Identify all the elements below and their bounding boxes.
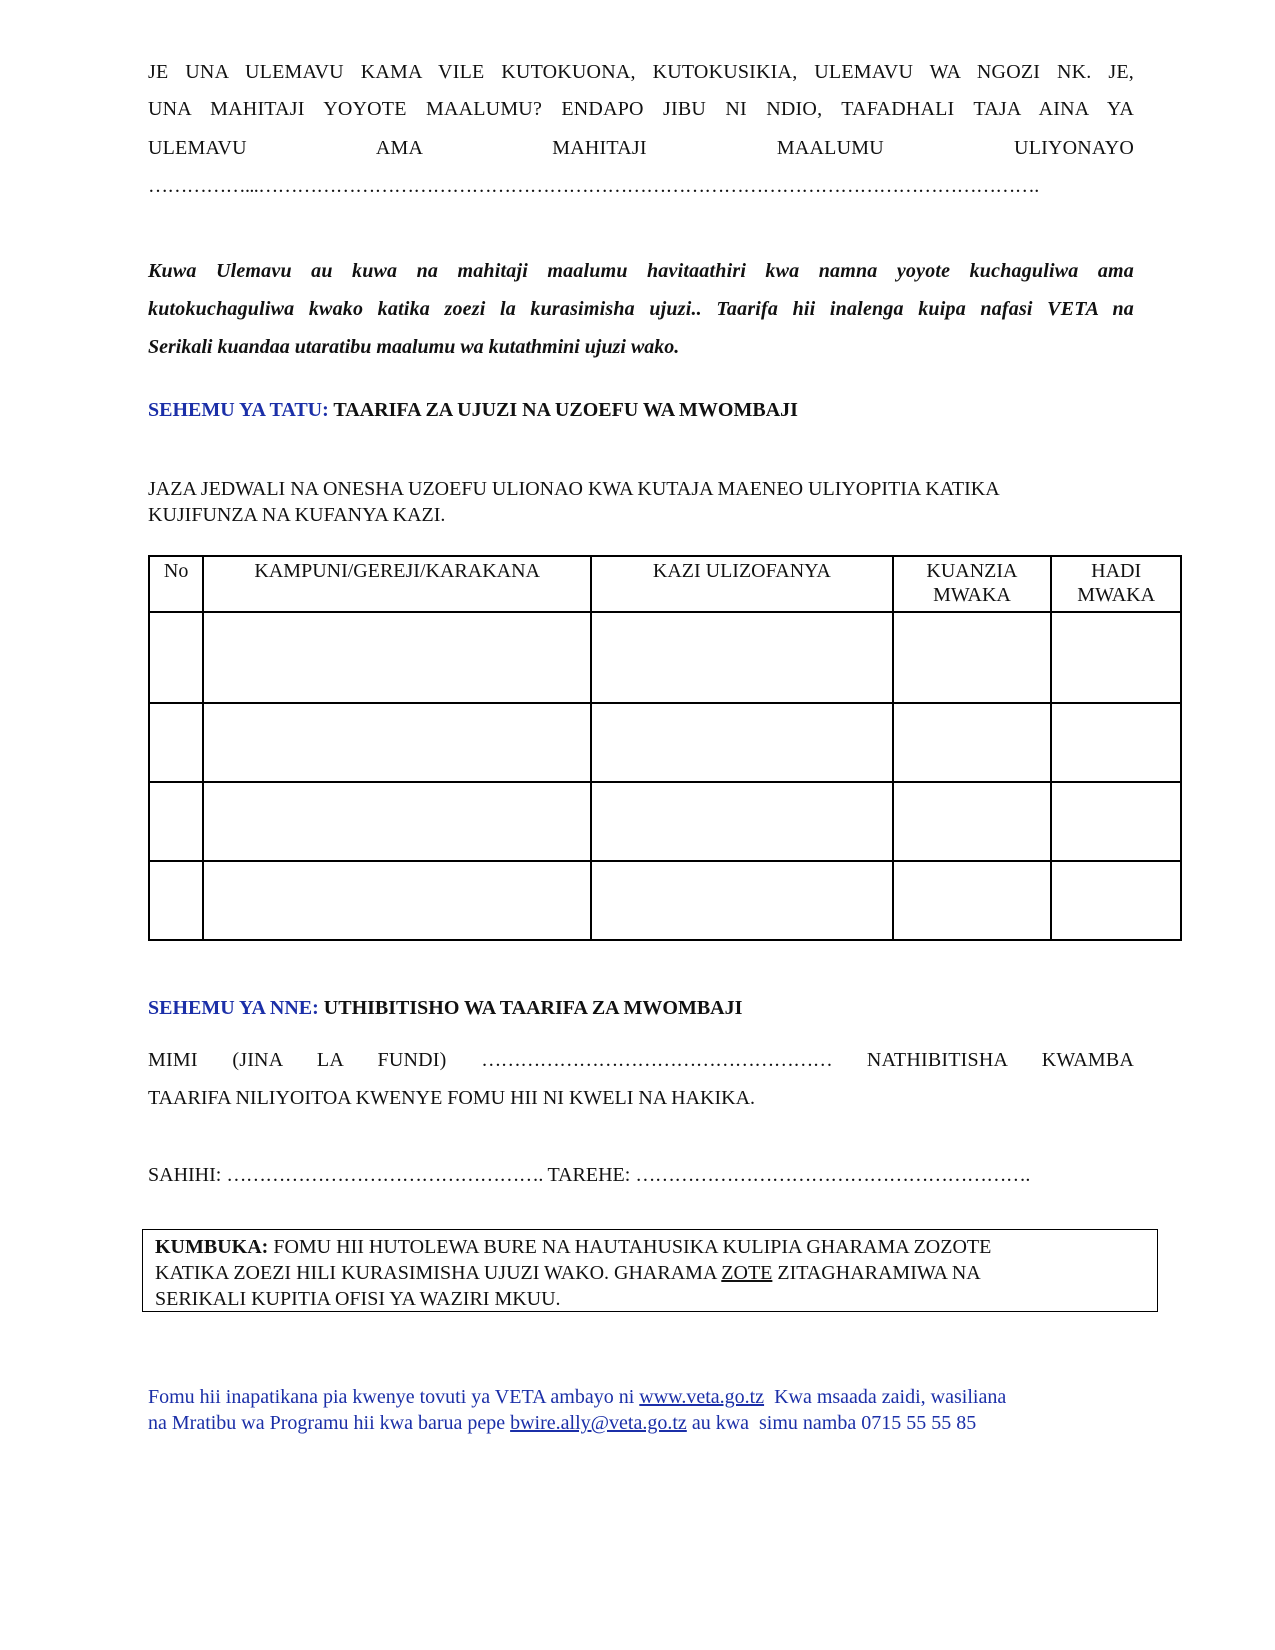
header-from-year [893,556,1052,612]
header-no: No [149,556,203,612]
table-header-row [149,556,1181,612]
disability-question-line-1: JE UNA ULEMAVU KAMA VILE KUTOKUONA, KUTOKUSIKIA, ULEMAVU WA NGOZI NK. JE, [148,61,1134,83]
header-work: KAZI ULIZOFANYA [591,556,892,612]
footer-line-2 [148,1410,1006,1436]
footer-line-1-a: Fomu hii inapatikana pia kwenye tovuti ya VETA ambayo ni [148,1386,640,1408]
section-3-instruction-line-1: JAZA JEDWALI NA ONESHA UZOEFU ULIONAO KWA KUTAJA MAENEO ULIYOPITIA KATIKA [148,478,1000,500]
cell-no[interactable] [149,703,203,782]
note-line-2-a: KATIKA ZOEZI HILI KURASIMISHA UJUZI WAKO. GHARAMA [155,1262,722,1284]
table-row [149,782,1181,861]
section-3-label: SEHEMU YA TATU: [148,399,329,421]
cell-from-year[interactable] [893,861,1052,940]
section-4-heading [148,996,742,1020]
header-from-line-2: MWAKA [933,584,1011,606]
table-row [149,861,1181,940]
section-4-title: UTHIBITISHO WA TAARIFA ZA MWOMBAJI [323,997,743,1019]
header-from-line-1: KUANZIA [926,560,1018,582]
cell-company[interactable] [203,861,591,940]
note-line-2 [155,1260,991,1286]
declaration-confirm-text: NATHIBITISHA KWAMBA [866,1049,1135,1071]
cell-to-year[interactable] [1051,782,1181,861]
disability-notice-line-2: kutokuchaguliwa kwako katika zoezi la kurasimisha ujuzi.. Taarifa hii inalenga kuipa nafasi VETA na [148,298,1134,320]
table-row [149,703,1181,782]
footer-line-1 [148,1384,1006,1410]
cell-work[interactable] [591,861,892,940]
cell-company[interactable] [203,782,591,861]
disability-question-line-3: ULEMAVU AMA MAHITAJI MAALUMU ULIYONAYO [148,137,1134,159]
cell-to-year[interactable] [1051,703,1181,782]
header-to-year [1051,556,1181,612]
declaration-name-label: MIMI (JINA LA FUNDI) [148,1049,447,1071]
footer-line-2-a: na Mratibu wa Programu hii kwa barua pepe [148,1412,511,1434]
header-to-line-1: HADI [1091,560,1142,582]
cell-to-year[interactable] [1051,861,1181,940]
cell-work[interactable] [591,703,892,782]
note-text [155,1234,991,1312]
note-line-3: SERIKALI KUPITIA OFISI YA WAZIRI MKUU. [155,1288,561,1310]
note-line-2-b: ZITAGHARAMIWA NA [772,1262,981,1284]
note-line-1-text: FOMU HII HUTOLEWA BURE NA HAUTAHUSIKA KULIPIA GHARAMA ZOZOTE [273,1236,992,1258]
date-field[interactable]: ……………………………………………………. [635,1164,1030,1186]
cell-from-year[interactable] [893,703,1052,782]
experience-table [148,555,1182,941]
declaration-name-field[interactable]: ……………………………………………… [481,1049,833,1071]
note-line-1 [155,1234,991,1260]
cell-no[interactable] [149,782,203,861]
cell-company[interactable] [203,703,591,782]
section-3-instruction-line-2: KUJIFUNZA NA KUFANYA KAZI. [148,504,446,526]
cell-no[interactable] [149,861,203,940]
disability-question-line-2: UNA MAHITAJI YOYOTE MAALUMU? ENDAPO JIBU NI NDIO, TAFADHALI TAJA AINA YA [148,98,1134,120]
email-link[interactable]: bwire.ally@veta.go.tz [510,1412,687,1434]
cell-to-year[interactable] [1051,612,1181,703]
cell-work[interactable] [591,782,892,861]
footer-line-1-b: Kwa msaada zaidi, wasiliana [764,1386,1007,1408]
footer-line-2-b: au kwa simu namba 0715 55 55 85 [686,1412,977,1434]
footer [148,1384,1006,1436]
declaration-line-1 [148,1048,1134,1072]
signature-date-line [148,1163,1030,1187]
section-3-title: TAARIFA ZA UJUZI NA UZOEFU WA MWOMBAJI [333,399,798,421]
cell-work[interactable] [591,612,892,703]
note-underlined-word: ZOTE [721,1262,773,1284]
date-label: TAREHE: [547,1164,631,1186]
website-link[interactable]: www.veta.go.tz [639,1386,765,1408]
cell-no[interactable] [149,612,203,703]
disability-answer-field[interactable]: ……………...…………………………………………………………………………………………………………. [148,175,1039,197]
header-to-line-2: MWAKA [1077,584,1156,606]
disability-notice-line-3: Serikali kuandaa utaratibu maalumu wa kutathmini ujuzi wako. [148,336,680,358]
note-box [142,1229,1158,1312]
cell-from-year[interactable] [893,782,1052,861]
cell-from-year[interactable] [893,612,1052,703]
note-label: KUMBUKA: [155,1236,269,1258]
section-4-label: SEHEMU YA NNE: [148,997,319,1019]
header-company: KAMPUNI/GEREJI/KARAKANA [203,556,591,612]
signature-label: SAHIHI: [148,1164,222,1186]
cell-company[interactable] [203,612,591,703]
section-3-heading [148,398,798,422]
declaration-line-2: TAARIFA NILIYOITOA KWENYE FOMU HII NI KWELI NA HAKIKA. [148,1087,756,1109]
signature-field[interactable]: …………………………………………. [226,1164,543,1186]
disability-notice-line-1: Kuwa Ulemavu au kuwa na mahitaji maalumu havitaathiri kwa namna yoyote kuchaguliwa ama [148,260,1134,282]
table-row [149,612,1181,703]
